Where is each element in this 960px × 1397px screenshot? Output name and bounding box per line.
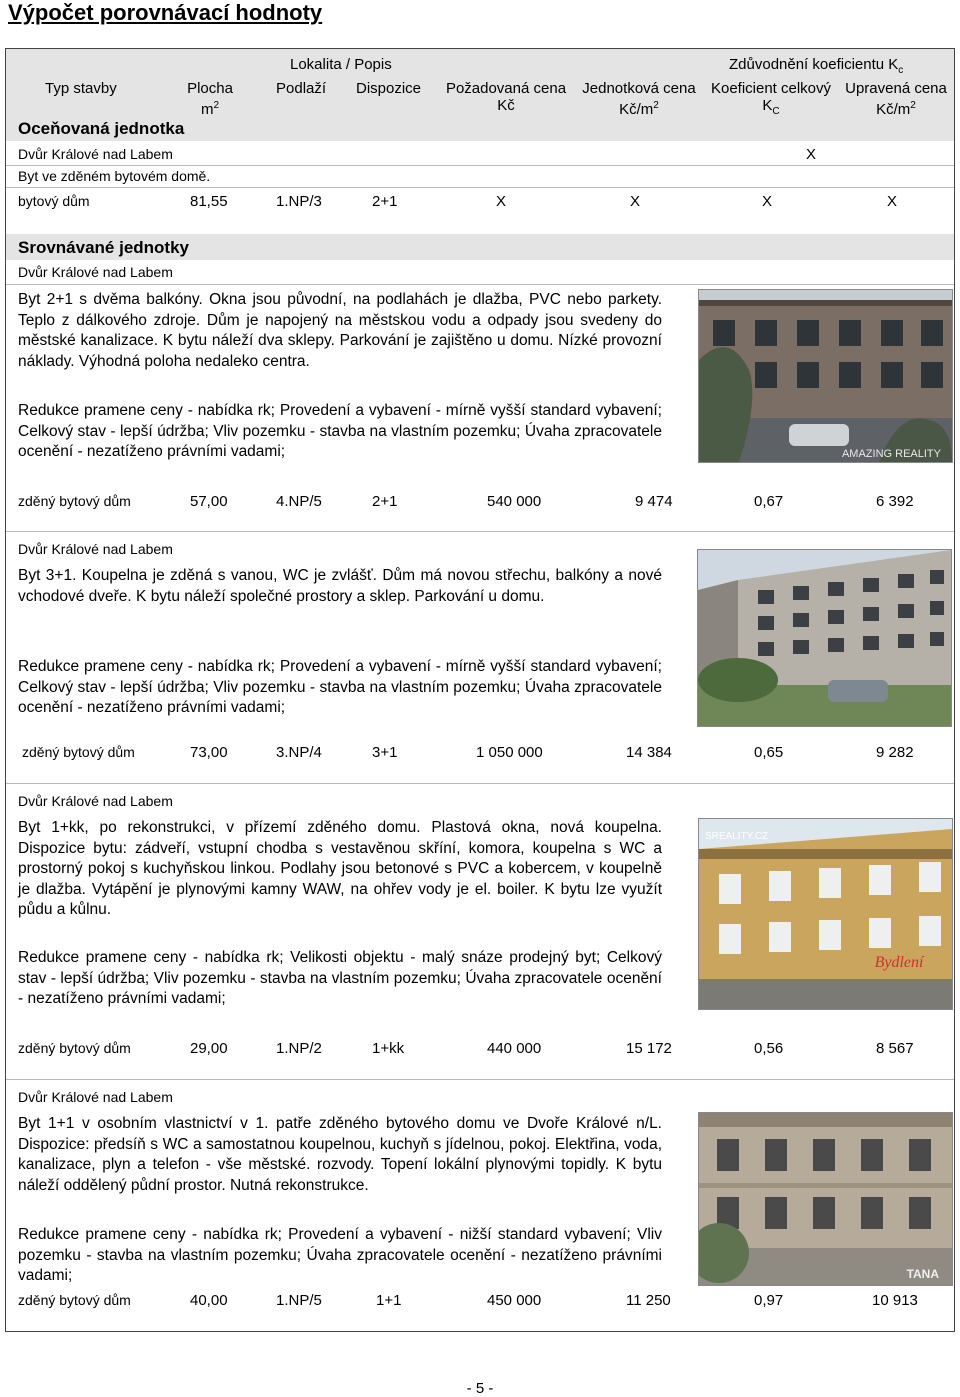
comparable-4-photo — [698, 1112, 953, 1286]
subject-koeficient: X — [762, 193, 773, 210]
header-group-lokalita: Lokalita / Popis — [290, 56, 392, 73]
comparable-3-photo-sign: SREALITY.CZ — [705, 831, 769, 842]
comparable-2-plocha: 73,00 — [190, 744, 228, 761]
comparable-3-typ: zděný bytový dům — [18, 1040, 131, 1056]
page-number: - 5 - — [466, 1380, 494, 1397]
subject-description: Byt ve zděném bytovém domě. — [18, 168, 211, 184]
comparable-3-plocha: 29,00 — [190, 1040, 228, 1057]
comparable-4-reduction: Redukce pramene ceny - nabídka rk; Provedení a vybavení - nižší standard vybavení; Vliv pozemku - stavba na vlastním pozemku; Úvaha zpracovatele ocenění - nezatíženo právními vadami; — [18, 1226, 662, 1284]
comparable-4-location: Dvůr Králové nad Labem — [18, 1089, 173, 1105]
header-col-pozadovana: Požadovaná cena Kč — [445, 80, 567, 114]
header-col-jednotkova: Jednotková cena $Kč/m^2$ — [582, 80, 696, 118]
comparable-1-reduction: Redukce pramene ceny - nabídka rk; Provedení a vybavení - mírně vyšší standard vybavení; Celkový stav - lepší údržba; Vliv pozemku - stavba na vlastním pozemku; Úvaha zpracovatele ocenění - nezatíženo právními vadami; — [18, 402, 662, 460]
header-col-dispozice: Dispozice — [356, 80, 422, 97]
comparable-3-description: Byt 1+kk, po rekonstrukci, v přízemí zděného domu. Plastová okna, nová koupelna. Dispozice bytu: zádveří, vstupní chodba s vestavěnou skříní, komora, koupelna s WC a prostorný pokoj s kuchyňskou linkou. Podlahy jsou betonové s PVC a kobercem, v koupelně je dlažba. Vytápění je plynovými kamny WAW, na ohřev vody je el. boiler. K bytu lze využít půdu a kůlnu. — [18, 819, 662, 918]
page-title: Výpočet porovnávací hodnoty — [8, 0, 323, 25]
comparable-3-koeficient: 0,56 — [754, 1040, 784, 1057]
separator — [6, 165, 954, 166]
comparable-2-podlazi: 3.NP/4 — [276, 744, 322, 761]
comparable-2-typ: zděný bytový dům — [22, 744, 135, 760]
comparable-3-location: Dvůr Králové nad Labem — [18, 793, 173, 809]
separator — [6, 284, 954, 285]
separator — [6, 783, 954, 784]
comparable-2-reduction: Redukce pramene ceny - nabídka rk; Provedení a vybavení - mírně vyšší standard vybavení; Celkový stav - lepší údržba; Vliv pozemku - stavba na vlastním pozemku; Úvaha zpracovatele ocenění - nezatíženo právními vadami; — [18, 658, 662, 716]
subject-upravena: X — [887, 193, 898, 210]
comparable-4-description: Byt 1+1 v osobním vlastnictví v 1. patře zděného bytového domu ve Dvoře Králové n/L. Dispozice: předsíň s WC a samostatnou koupelnou, kuchyň s jídelnou, pokoj. Elektřina, voda, kanalizace, plyn a telefon - vše městské. rozvody. Topení lokální plynovými topidly. K bytu náleží oddělený půdní prostor. Nutná rekonstrukce. — [18, 1115, 662, 1194]
subject-location: Dvůr Králové nad Labem — [18, 146, 173, 162]
comparable-1-upravena: 6 392 — [876, 493, 914, 510]
comparable-1-jednotkova: 9 474 — [635, 493, 673, 510]
subject-typ: bytový dům — [18, 193, 90, 209]
comparable-3-pozadovana: 440 000 — [487, 1040, 542, 1057]
comparable-2-location: Dvůr Králové nad Labem — [18, 541, 173, 557]
comparable-3-podlazi: 1.NP/2 — [276, 1040, 322, 1057]
subject-x-mark: X — [806, 146, 817, 163]
header-col-typ: Typ stavby — [45, 80, 117, 97]
comparables-heading: Srovnávané jednotky — [18, 238, 190, 257]
header-col-podlazi: Podlaží — [276, 80, 327, 97]
comparable-2-jednotkova: 14 384 — [626, 744, 672, 761]
comparable-1-koeficient: 0,67 — [754, 493, 784, 510]
comparable-1-photo-watermark: AMAZING REALITY — [841, 448, 941, 460]
subject-jednotkova: X — [630, 193, 641, 210]
comparable-4-jednotkova: 11 250 — [626, 1292, 671, 1309]
separator — [6, 187, 954, 188]
comparable-3-photo — [698, 818, 953, 1010]
comparable-4-plocha: 40,00 — [190, 1292, 228, 1309]
comparable-1-location: Dvůr Králové nad Labem — [18, 264, 173, 280]
comparable-1-photo — [698, 289, 953, 463]
comparable-1-typ: zděný bytový dům — [18, 493, 131, 509]
subject-pozadovana: X — [496, 193, 507, 210]
header-group-zduvodneni: Zdůvodnění koeficientu $K_c$ — [729, 56, 904, 76]
comparable-2-pozadovana: 1 050 000 — [476, 744, 543, 761]
comparable-2-upravena: 9 282 — [876, 744, 914, 761]
subject-heading: Oceňovaná jednotka — [18, 119, 185, 138]
comparable-3-reduction: Redukce pramene ceny - nabídka rk; Velikosti objektu - malý snáze prodejný byt; Celkový stav - lepší údržba; Vliv pozemku - stavba na vlastním pozemku; Úvaha zpracovatele ocenění - nezatíženo právními vadami; — [18, 949, 662, 1007]
comparable-1-plocha: 57,00 — [190, 493, 228, 510]
header-col-plocha: Plocha $m^2$ — [187, 80, 233, 118]
comparable-1-pozadovana: 540 000 — [487, 493, 542, 510]
separator — [6, 1079, 954, 1080]
comparable-1-podlazi: 4.NP/5 — [276, 493, 322, 510]
comparable-4-pozadovana: 450 000 — [487, 1292, 542, 1309]
separator — [6, 531, 954, 532]
header-col-upravena: Upravená cena $Kč/m^2$ — [845, 80, 947, 118]
comparable-4-podlazi: 1.NP/5 — [276, 1292, 322, 1309]
comparable-3-dispozice: 1+kk — [372, 1040, 405, 1057]
comparable-4-dispozice: 1+1 — [376, 1292, 402, 1309]
header-col-koeficient: Koeficient celkový $K_C$ — [710, 80, 832, 117]
comparable-2-description: Byt 3+1. Koupelna je zděná s vanou, WC je zvlášť. Dům má novou střechu, balkóny a nové vchodové dveře. K bytu náleží společné prostory a sklep. Parkování u domu. — [18, 567, 662, 605]
comparable-4-photo-watermark: TANA — [906, 1267, 939, 1281]
comparable-2-dispozice: 3+1 — [372, 744, 398, 761]
comparable-3-jednotkova: 15 172 — [626, 1040, 672, 1057]
comparable-2-photo — [697, 549, 952, 727]
subject-dispozice: 2+1 — [372, 193, 398, 210]
comparable-1-description: Byt 2+1 s dvěma balkóny. Okna jsou původní, na podlahách je dlažba, PVC nebo parkety. Teplo z dálkového zdroje. Dům je napojený na městskou vodu a odpady jsou svedeny do městské kanalizace. K bytu náleží dva sklepy. Parkování je zajištěno u domu. Nízké provozní náklady. Výhodná poloha nedaleko centra. — [18, 291, 662, 370]
subject-podlazi: 1.NP/3 — [276, 193, 322, 210]
comparable-3-upravena: 8 567 — [876, 1040, 914, 1057]
subject-plocha: 81,55 — [190, 193, 228, 210]
comparable-3-photo-logo: Bydlení — [874, 954, 924, 971]
comparable-4-typ: zděný bytový dům — [18, 1292, 131, 1308]
comparable-4-upravena: 10 913 — [872, 1292, 918, 1309]
comparable-4-koeficient: 0,97 — [754, 1292, 784, 1309]
comparable-1-dispozice: 2+1 — [372, 493, 398, 510]
comparable-2-koeficient: 0,65 — [754, 744, 784, 761]
